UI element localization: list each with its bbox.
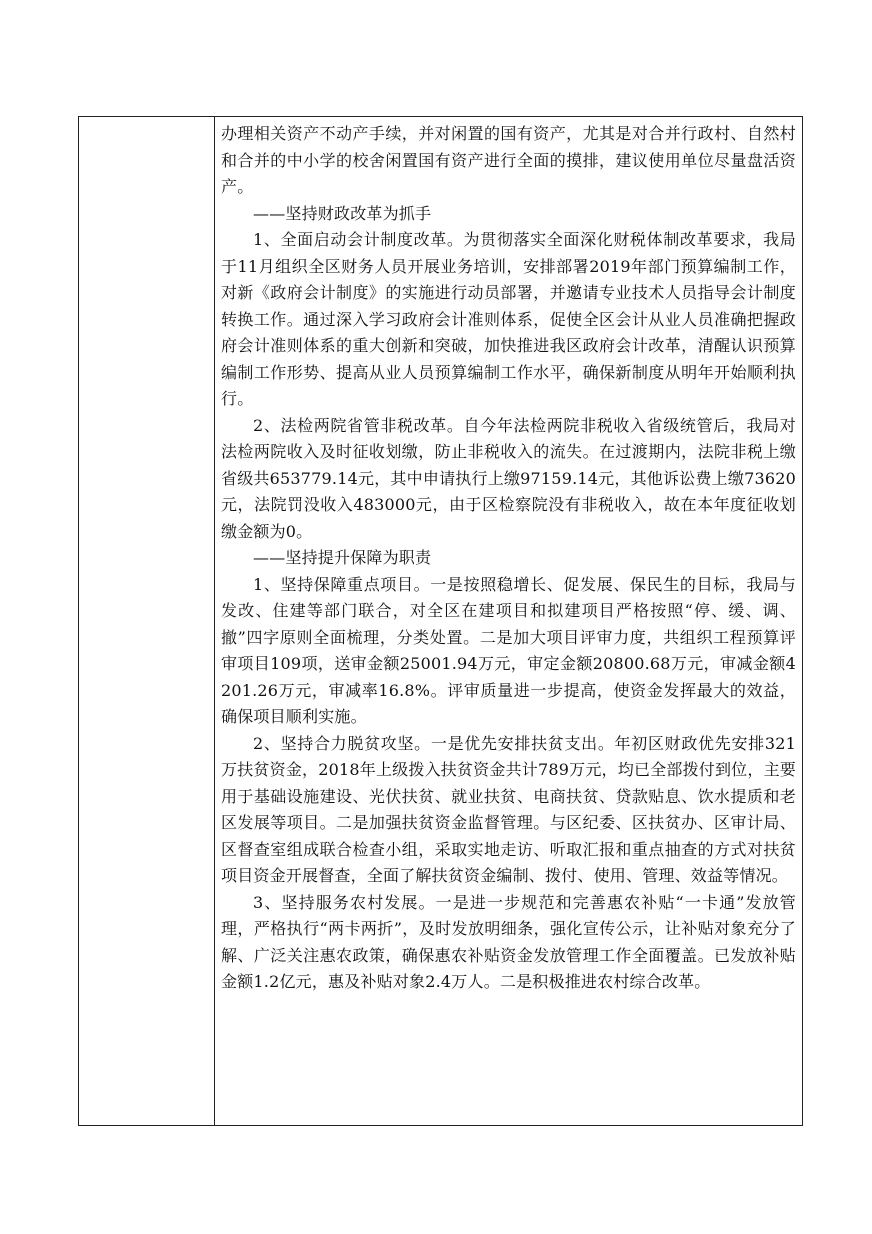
table-label-column [79, 117, 215, 1125]
paragraph-rural-development: 3、坚持服务农村发展。一是进一步规范和完善惠农补贴“一卡通”发放管理，严格执行“两卡两折”，及时发放明细条，强化宣传公示，让补贴对象充分了解、广泛关注惠农政策，确保惠农补贴资金发放管理工作全面覆盖。已发放补贴金额1.2亿元，惠及补贴对象2.4万人。二是积极推进农村综合改革。 [221, 892, 796, 991]
paragraph-asset-disposal: 办理相关资产不动产手续，并对闲置的国有资产，尤其是对合并行政村、自然村和合并的中小学的校舍闲置国有资产进行全面的摸排，建议使用单位尽量盘活资产。 [221, 124, 796, 196]
table-content-column [215, 117, 802, 1125]
document-table [78, 116, 803, 1126]
paragraph-key-projects: 1、坚持保障重点项目。一是按照稳增长、促发展、保民生的目标，我局与发改、住建等部门联合，对全区在建项目和拟建项目严格按照“停、缓、调、撤”四字原则全面梳理，分类处置。二是加大项目评审力度，共组织工程预算评审项目109项，送审金额25001.94万元，审定金额20800.68万元，审减金额4201.26万元，审减率16.8%。评审质量进一步提高，使资金发挥最大的效益，确保项目顺利实施。 [221, 574, 796, 726]
paragraph-poverty-alleviation: 2、坚持合力脱贫攻坚。一是优先安排扶贫支出。年初区财政优先安排321万扶贫资金，2018年上级拨入扶贫资金共计789万元，均已全部拨付到位，主要用于基础设施建设、光伏扶贫、就业扶贫、电商扶贫、贷款贴息、饮水提质和老区发展等项目。二是加强扶贫资金监督管理。与区纪委、区扶贫办、区审计局、区督查室组成联合检查小组，采取实地走访、听取汇报和重点抽查的方式对扶贫项目资金开展督查，全面了解扶贫资金编制、拨付、使用、管理、效益等情况。 [221, 733, 796, 885]
section-heading-guarantee: ——坚持提升保障为职责 [253, 548, 432, 567]
paragraph-nontax-reform: 2、法检两院省管非税改革。自今年法检两院非税收入省级统管后，我局对法检两院收入及时征收划缴，防止非税收入的流失。在过渡期内，法院非税上缴省级共653779.14元，其中申请执行上缴97159.14元，其他诉讼费上缴73620元，法院罚没收入483000元，由于区检察院没有非税收入，故在本年度征收划缴金额为0。 [221, 415, 796, 541]
paragraph-accounting-reform: 1、全面启动会计制度改革。为贯彻落实全面深化财税体制改革要求，我局于11月组织全区财务人员开展业务培训，安排部署2019年部门预算编制工作，对新《政府会计制度》的实施进行动员部署，并邀请专业技术人员指导会计制度转换工作。通过深入学习政府会计准则体系，促使全区会计从业人员准确把握政府会计准则体系的重大创新和突破，加快推进我区政府会计改革，清醒认识预算编制工作形势、提高从业人员预算编制工作水平，确保新制度从明年开始顺利执行。 [221, 230, 796, 408]
section-heading-finance-reform: ——坚持财政改革为抓手 [253, 203, 432, 223]
